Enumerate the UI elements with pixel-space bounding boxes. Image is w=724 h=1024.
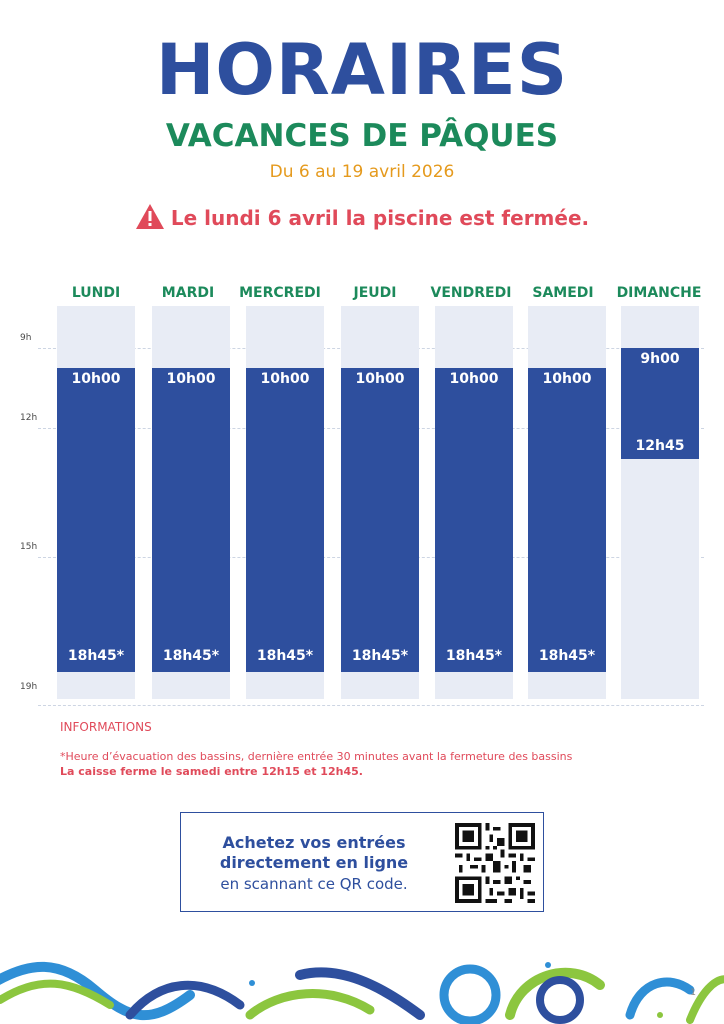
page-number: 1 — [690, 988, 696, 998]
decorative-waves — [0, 955, 724, 1024]
open-time-mercredi: 10h00 — [260, 371, 310, 387]
open-time-mardi: 10h00 — [166, 371, 216, 387]
open-time-jeudi: 10h00 — [355, 371, 405, 387]
hour-label-9h: 9h — [20, 333, 32, 343]
open-block-mercredi — [246, 368, 324, 672]
open-time-samedi: 10h00 — [542, 371, 592, 387]
open-block-lundi — [57, 368, 135, 672]
info-title: INFORMATIONS — [60, 720, 152, 734]
day-label-lundi: LUNDI — [71, 285, 121, 301]
open-block-dimanche — [621, 348, 699, 459]
day-label-samedi: SAMEDI — [532, 285, 594, 301]
close-time-vendredi: 18h45* — [445, 648, 503, 664]
online-ticket-box[interactable] — [180, 812, 544, 912]
hour-label-19h: 19h — [20, 682, 38, 692]
date-range: Du 6 au 19 avril 2026 — [269, 162, 455, 182]
open-time-vendredi: 10h00 — [449, 371, 499, 387]
day-label-mardi: MARDI — [161, 285, 215, 301]
grid-line-19h — [38, 705, 704, 706]
closure-warning — [0, 203, 724, 233]
page-subtitle: VACANCES DE PÂQUES — [165, 118, 559, 154]
close-time-mardi: 18h45* — [162, 648, 220, 664]
open-time-lundi: 10h00 — [71, 371, 121, 387]
open-block-jeudi — [341, 368, 419, 672]
open-block-mardi — [152, 368, 230, 672]
close-time-dimanche: 12h45 — [635, 438, 685, 454]
warning-triangle-icon — [135, 203, 165, 230]
close-time-lundi: 18h45* — [67, 648, 125, 664]
qr-text-line2: directement en ligne — [219, 853, 409, 872]
close-time-mercredi: 18h45* — [256, 648, 314, 664]
open-block-samedi — [528, 368, 606, 672]
day-label-dimanche: DIMANCHE — [616, 285, 702, 301]
close-time-jeudi: 18h45* — [351, 648, 409, 664]
qr-code-icon[interactable] — [455, 823, 535, 903]
day-label-mercredi: MERCREDI — [239, 285, 321, 301]
open-block-vendredi — [435, 368, 513, 672]
open-time-dimanche: 9h00 — [640, 351, 680, 367]
warning-text: Le lundi 6 avril la piscine est fermée. — [170, 206, 590, 230]
qr-text-line3: en scannant ce QR code. — [220, 875, 408, 893]
qr-text-line1: Achetez vos entrées — [222, 833, 406, 852]
page-title: HORAIRES — [155, 29, 569, 111]
hour-label-12h: 12h — [20, 413, 38, 423]
day-label-jeudi: JEUDI — [353, 285, 397, 301]
close-time-samedi: 18h45* — [538, 648, 596, 664]
day-label-vendredi: VENDREDI — [430, 285, 512, 301]
info-cashier-note: La caisse ferme le samedi entre 12h15 et 12h45. — [60, 765, 363, 778]
hour-label-15h: 15h — [20, 542, 38, 552]
info-evacuation-note: *Heure d’évacuation des bassins, dernière entrée 30 minutes avant la fermeture des bassins — [60, 750, 573, 763]
